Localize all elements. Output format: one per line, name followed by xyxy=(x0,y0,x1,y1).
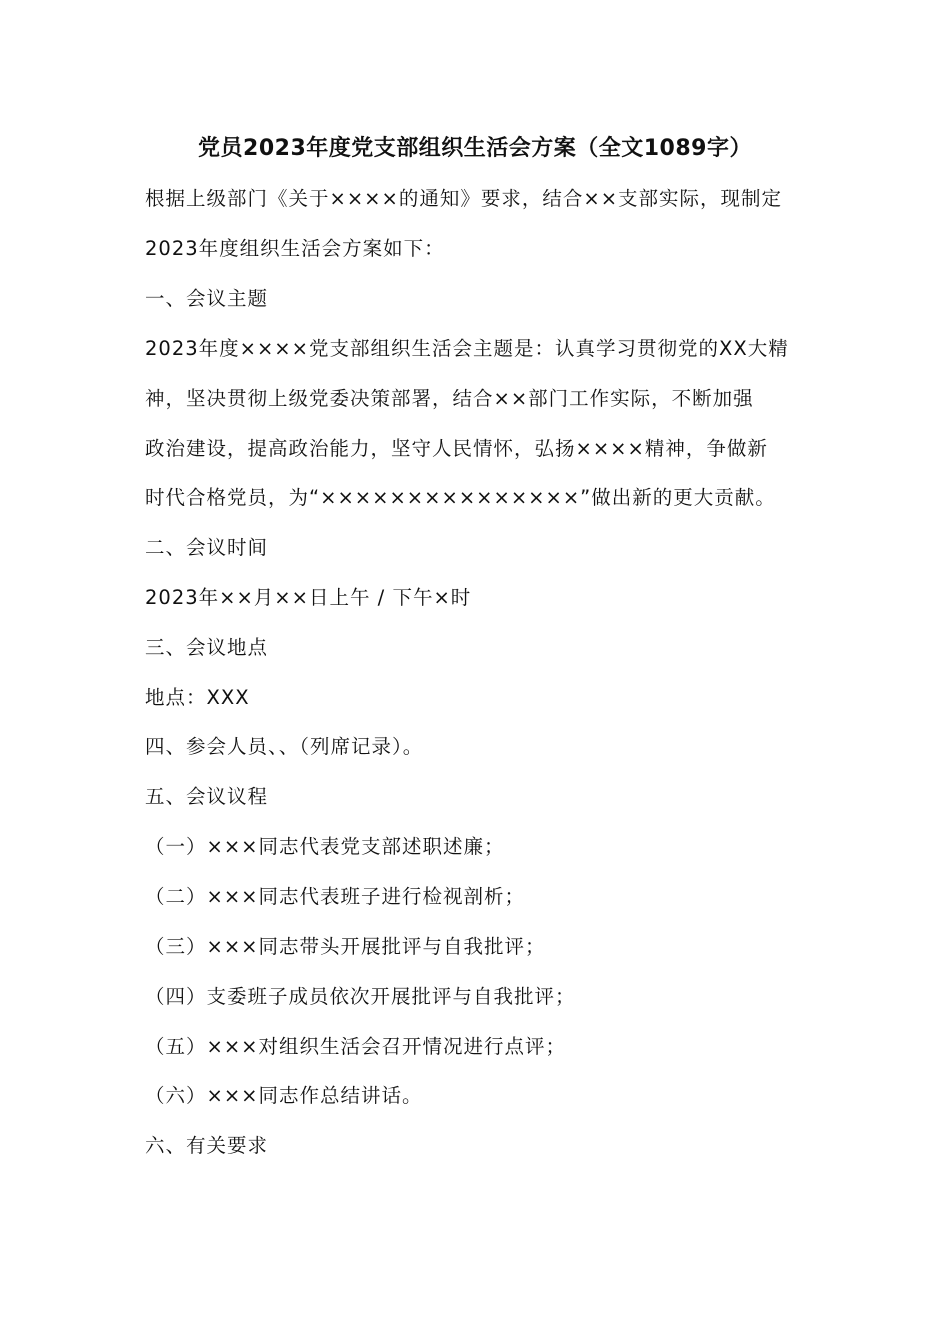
intro-line-2: 2023年度组织生活会方案如下： xyxy=(145,237,445,260)
agenda-item: （六）×××同志作总结讲话。 xyxy=(145,1084,423,1107)
section-1-line-1: 2023年度××××党支部组织生活会主题是：认真学习贯彻党的XX大精 xyxy=(145,337,789,360)
section-3-heading: 三、会议地点 xyxy=(145,636,269,659)
agenda-item: （二）×××同志代表班子进行检视剖析； xyxy=(145,885,526,908)
section-4-heading: 四、参会人员、、（列席记录）。 xyxy=(145,735,424,758)
intro-line-1: 根据上级部门《关于××××的通知》要求，结合××支部实际，现制定 xyxy=(145,187,783,210)
section-1-heading: 一、会议主题 xyxy=(145,287,269,310)
agenda-item: （五）×××对组织生活会召开情况进行点评； xyxy=(145,1035,567,1058)
agenda-item: （三）×××同志带头开展批评与自我批评； xyxy=(145,935,546,958)
section-2-text: 2023年××月××日上午 / 下午×时 xyxy=(145,586,472,609)
agenda-item: （一）×××同志代表党支部述职述廉； xyxy=(145,835,505,858)
agenda-item: （四）支委班子成员依次开展批评与自我批评； xyxy=(145,985,576,1008)
section-1-line-4: 时代合格党员，为“×××××××××××××××”做出新的更大贡献。 xyxy=(145,486,776,509)
section-1-line-3: 政治建设，提高政治能力，坚守人民情怀，弘扬××××精神，争做新 xyxy=(145,437,768,460)
section-1-line-2: 神，坚决贯彻上级党委决策部署，结合××部门工作实际，不断加强 xyxy=(145,387,754,410)
section-3-text: 地点：XXX xyxy=(145,686,250,709)
document-title: 党员2023年度党支部组织生活会方案（全文1089字） xyxy=(198,136,752,161)
section-5-heading: 五、会议议程 xyxy=(145,785,269,808)
section-6-heading: 六、有关要求 xyxy=(145,1134,269,1157)
section-2-heading: 二、会议时间 xyxy=(145,536,269,559)
